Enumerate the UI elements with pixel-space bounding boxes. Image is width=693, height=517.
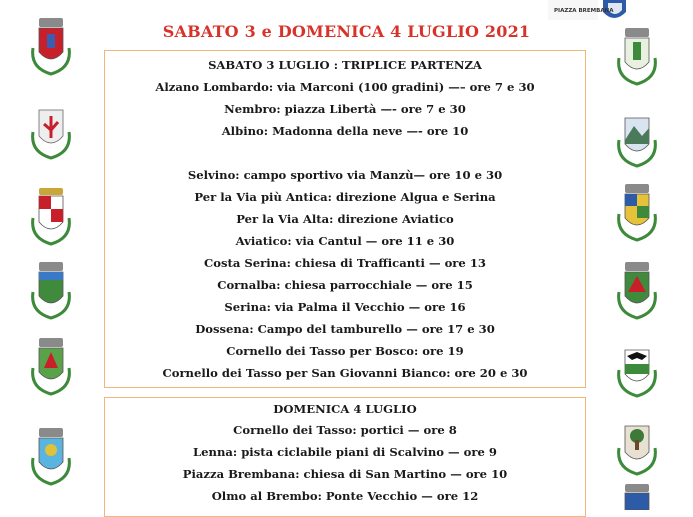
- saturday-schedule-box: [104, 50, 586, 388]
- crest-green-tree-icon: [30, 338, 72, 396]
- page-title: SABATO 3 e DOMENICA 4 LUGLIO 2021: [162, 22, 531, 41]
- crest-colored-bands-icon: [616, 184, 658, 242]
- schedule-line: Piazza Brembana: chiesa di San Martino — ore 10: [182, 467, 508, 481]
- schedule-line: Costa Serina: chiesa di Trafficanti — ore 13: [204, 256, 486, 270]
- schedule-line: Dossena: Campo del tamburello — ore 17 e 30: [195, 322, 495, 336]
- schedule-line: Per la Via Alta: direzione Aviatico: [236, 212, 454, 226]
- schedule-line: Lenna: pista ciclabile piani di Scalvino — ore 9: [192, 445, 497, 459]
- crest-green-tower-icon: [616, 28, 658, 86]
- crest-white-tree-icon: [30, 102, 72, 160]
- schedule-line: Serina: via Palma il Vecchio — ore 16: [224, 300, 466, 314]
- schedule-line: Cornello dei Tasso per San Giovanni Bianco: ore 20 e 30: [162, 366, 528, 380]
- crest-mountain-scene-icon: [616, 110, 658, 168]
- schedule-line: Aviatico: via Cantul — ore 11 e 30: [235, 234, 455, 248]
- schedule-line: Nembro: piazza Libertà —- ore 7 e 30: [224, 102, 466, 116]
- crest-black-eagle-icon: [616, 340, 658, 398]
- crest-red-white-quartered-icon: [30, 188, 72, 246]
- schedule-line: Cornello dei Tasso: portici — ore 8: [233, 423, 457, 437]
- crest-tree-landscape-icon: [616, 418, 658, 476]
- schedule-line: Alzano Lombardo: via Marconi (100 gradini) —– ore 7 e 30: [155, 80, 535, 94]
- saturday-heading: SABATO 3 LUGLIO : TRIPLICE PARTENZA: [208, 58, 482, 72]
- sunday-heading: DOMENICA 4 LUGLIO: [273, 402, 417, 416]
- schedule-line: Albino: Madonna della neve —- ore 10: [221, 124, 469, 138]
- crest-blue-tree-icon: [30, 428, 72, 486]
- schedule-line: Olmo al Brembo: Ponte Vecchio — ore 12: [211, 489, 479, 503]
- sunday-schedule-box: [104, 397, 586, 517]
- schedule-line: Cornello dei Tasso per Bosco: ore 19: [226, 344, 464, 358]
- crest-red-fleur-icon: [30, 18, 72, 76]
- crest-green-blue-icon: [30, 262, 72, 320]
- crest-blue-partial-icon: [616, 484, 658, 510]
- organizer-logo: [548, 0, 628, 22]
- schedule-line: Cornalba: chiesa parrocchiale — ore 15: [217, 278, 473, 292]
- organizer-logo-text: PIAZZA BREMBANA: [554, 8, 614, 14]
- crest-green-mountain-icon: [616, 262, 658, 320]
- schedule-line: Selvino: campo sportivo via Manzù— ore 10 e 30: [187, 168, 503, 182]
- schedule-line: Per la Via più Antica: direzione Algua e Serina: [194, 190, 496, 204]
